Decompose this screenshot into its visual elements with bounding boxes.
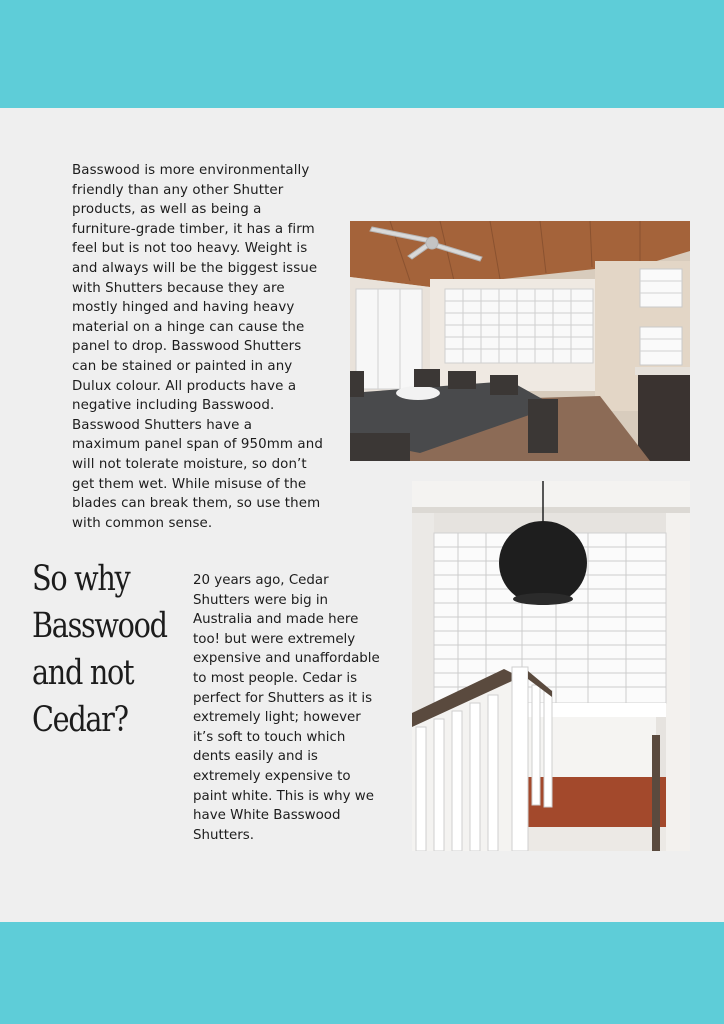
heading-line: So why	[32, 559, 130, 599]
stairwell-photo	[412, 481, 690, 851]
top-color-band	[0, 0, 724, 108]
heading-line: and not	[32, 653, 134, 693]
heading-line: Basswood	[32, 606, 167, 646]
bottom-color-band	[0, 922, 724, 1024]
intro-paragraph: Basswood is more environmentally friendly than any other Shutter products, as well as being a furniture-grade timber, it has a firm feel but is not too heavy. Weight is and always will be the biggest issue with Shutters because they are mostly hinged and having heavy material on a hinge can cause the panel to drop. Basswood Shutters can be stained or painted in any Dulux colour. All products have a negative including Basswood. Basswood Shutters have a maximum panel span of 950mm and will not tolerate moisture, so don’t get them wet. While misuse of the blades can break them, so use them with common sense.	[72, 163, 323, 531]
cedar-paragraph: 20 years ago, Cedar Shutters were big in Australia and made here too! but were extremely expensive and unaffordable to most people. Cedar is perfect for Shutters as it is extremely light; however it’s soft to touch which dents easily and is extremely expensive to paint white. This is why we have White Basswood Shutters.	[193, 573, 380, 843]
section-heading	[32, 556, 167, 744]
dining-room-photo	[350, 221, 690, 461]
heading-line: Cedar?	[32, 700, 128, 740]
